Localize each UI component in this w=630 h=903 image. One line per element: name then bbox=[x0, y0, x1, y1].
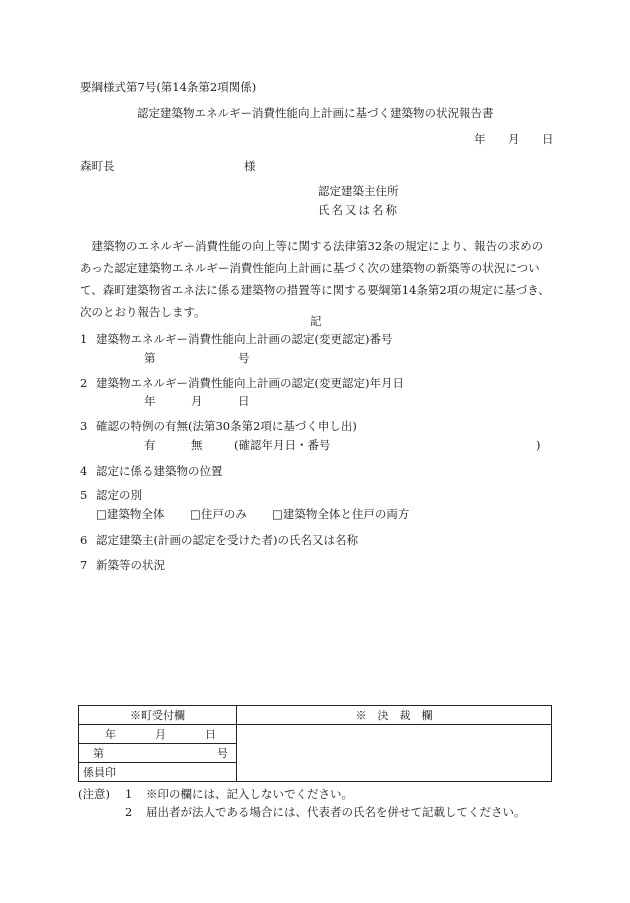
item-sub-text: 有 bbox=[144, 438, 156, 452]
certification-type-option[interactable]: □建築物全体 bbox=[96, 507, 165, 521]
applicant-name-label: 氏名又は名称 bbox=[318, 203, 399, 217]
addressee-name: 森町長 bbox=[80, 159, 115, 173]
item-label: 新築等の状況 bbox=[96, 558, 165, 572]
date-day: 日 bbox=[542, 132, 554, 146]
item-sub-text: 日 bbox=[238, 394, 250, 408]
form-number: 要綱様式第7号(第14条第2項関係) bbox=[80, 80, 257, 94]
body-text: 建築物のエネルギー消費性能の向上等に関する法律第32条の規定により、報告の求めのあった認定建築物エネルギー消費性能向上計画に基づく次の建築物の新築等の状況について、森町建築物省エネ法に係る建築物の措置等に関する要綱第14条第2項の規定に基づき、次のとおり報告します。 bbox=[80, 239, 550, 319]
item-number: 6 bbox=[80, 533, 88, 547]
approval-header: ※ 決 裁 欄 bbox=[237, 706, 552, 725]
note-number: 1 bbox=[125, 787, 133, 801]
item-label: 建築物エネルギー消費性能向上計画の認定(変更認定)年月日 bbox=[96, 376, 404, 390]
item-number: 3 bbox=[80, 419, 88, 433]
item-label: 確認の特例の有無(法第30条第2項に基づく申し出) bbox=[96, 419, 357, 433]
item-label: 建築物エネルギー消費性能向上計画の認定(変更認定)番号 bbox=[96, 332, 393, 346]
item-sub-text: 号 bbox=[238, 351, 250, 365]
date-month: 月 bbox=[508, 132, 520, 146]
certification-type-option[interactable]: □住戸のみ bbox=[190, 507, 247, 521]
item-sub-text: 年 bbox=[144, 394, 156, 408]
item-number: 2 bbox=[80, 376, 88, 390]
item-label: 認定建築主(計画の認定を受けた者)の氏名又は名称 bbox=[96, 533, 358, 547]
receipt-date-day: 日 bbox=[205, 728, 216, 741]
item-label: 認定の別 bbox=[96, 488, 142, 502]
receipt-number-cell[interactable] bbox=[79, 744, 237, 763]
item-number: 1 bbox=[80, 332, 88, 346]
item-number: 7 bbox=[80, 558, 88, 572]
note-number: 2 bbox=[125, 805, 133, 819]
item-label: 認定に係る建築物の位置 bbox=[96, 464, 223, 478]
document-title: 認定建築物エネルギー消費性能向上計画に基づく建築物の状況報告書 bbox=[137, 106, 494, 120]
item-sub-text: ) bbox=[536, 438, 541, 452]
note-text: ※印の欄には、記入しないでください。 bbox=[146, 787, 353, 801]
receipt-number-suffix: 号 bbox=[217, 747, 228, 760]
receipt-date-year: 年 bbox=[105, 728, 116, 741]
receipt-date-month: 月 bbox=[155, 728, 166, 741]
receipt-number-prefix: 第 bbox=[93, 747, 104, 760]
body-paragraph bbox=[80, 235, 552, 323]
item-sub-text: 月 bbox=[191, 394, 203, 408]
note-text: 届出者が法人である場合には、代表者の氏名を併せて記載してください。 bbox=[146, 805, 526, 819]
staff-seal-cell[interactable]: 係員印 bbox=[79, 763, 237, 782]
item-number: 4 bbox=[80, 464, 88, 478]
item-number: 5 bbox=[80, 488, 88, 502]
date-year: 年 bbox=[474, 132, 486, 146]
addressee-honorific: 様 bbox=[244, 159, 256, 173]
receipt-header: ※町受付欄 bbox=[79, 706, 237, 725]
item-sub-text: (確認年月日・番号 bbox=[234, 438, 331, 452]
ki-heading: 記 bbox=[310, 314, 322, 328]
approval-area[interactable] bbox=[237, 725, 552, 782]
item-sub-text: 第 bbox=[144, 351, 156, 365]
certification-type-option[interactable]: □建築物全体と住戸の両方 bbox=[272, 507, 410, 521]
receipt-date-cell[interactable] bbox=[79, 725, 237, 744]
receipt-table bbox=[78, 705, 552, 782]
item-sub-text: 無 bbox=[191, 438, 203, 452]
notes-label: (注意) bbox=[78, 787, 110, 801]
applicant-address-label: 認定建築主住所 bbox=[318, 184, 399, 198]
